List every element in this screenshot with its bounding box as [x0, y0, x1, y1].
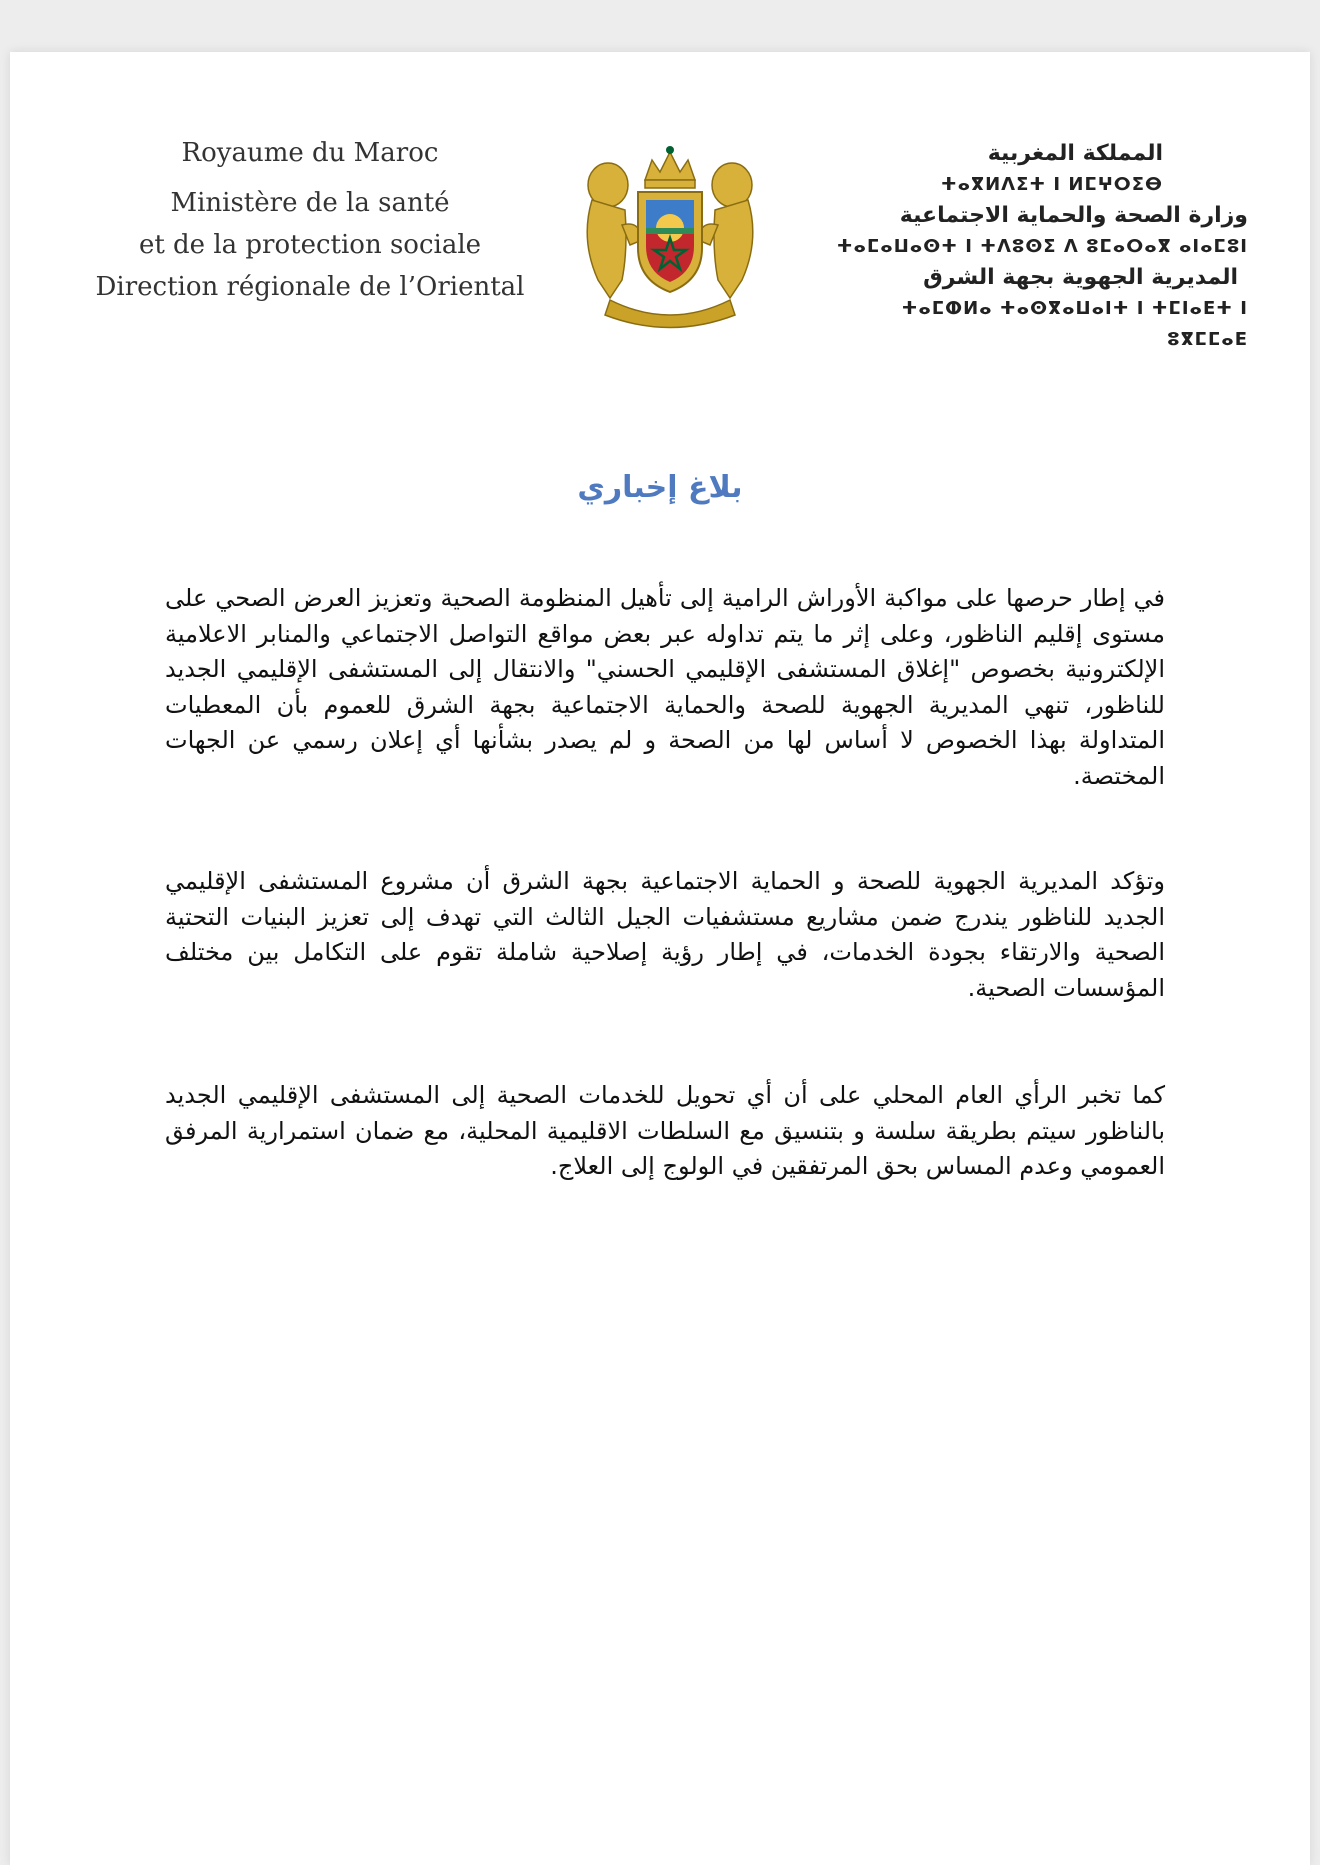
paragraph-1: في إطار حرصها على مواكبة الأوراش الرامية إلى تأهيل المنظومة الصحية وتعزيز العرض الصحي على مستوى إقليم الناظور، وعلى إثر ما يتم تداوله عبر بعض مواقع التواصل الاجتماعي والمنابر الاعلامية الإلكترونية بخصوص "إغلاق المستشفى الإقليمي الحسني" والانتقال إلى المستشفى الإقليمي الجديد للناظور، تنهي المديرية الجهوية للصحة والحماية الاجتماعية بجهة الشرق للعموم بأن المعطيات المتداولة بهذا الخصوص لا أساس لها من الصحة و لم يصدر بشأنها أي إعلان رسمي عن الجهات المختصة. [165, 584, 1165, 790]
arabic-letterhead [828, 138, 1248, 355]
fr-directorate: Direction régionale de l’Oriental [95, 272, 525, 302]
tifinagh-directorate: ⵜⴰⵎⵀⵍⴰ ⵜⴰⵙⴳⴰⵡⴰⵏⵜ ⵏ ⵜⵎⵏⴰⴹⵜ ⵏ ⵓⴳⵎⵎⴰⴹ [901, 298, 1248, 350]
document-title: بلاغ إخباري [577, 470, 743, 505]
french-letterhead [80, 132, 540, 308]
paragraph-2: وتؤكد المديرية الجهوية للصحة و الحماية الاجتماعية بجهة الشرق أن مشروع المستشفى الإقليمي الجديد للناظور يندرج ضمن مشاريع مستشفيات الجيل الثالث التي تهدف إلى تعزيز البنيات التحتية الصحية والارتقاء بجودة الخدمات، في إطار رؤية إصلاحية شاملة تقوم على التكامل بين مختلف المؤسسات الصحية. [165, 867, 1165, 1002]
ar-directorate: المديرية الجهوية بجهة الشرق [923, 265, 1238, 290]
tifinagh-kingdom: ⵜⴰⴳⵍⴷⵉⵜ ⵏ ⵍⵎⵖⵔⵉⴱ [940, 174, 1163, 195]
fr-ministry-line2: et de la protection sociale [138, 230, 482, 260]
tifinagh-ministry: ⵜⴰⵎⴰⵡⴰⵙⵜ ⵏ ⵜⴷⵓⵙⵉ ⴷ ⵓⵎⴰⵔⴰⴳ ⴰⵏⴰⵎⵓⵏ [836, 236, 1248, 257]
ar-ministry: وزارة الصحة والحماية الاجتماعية [899, 203, 1248, 228]
ar-kingdom: المملكة المغربية [987, 141, 1163, 166]
morocco-coat-of-arms-icon [570, 130, 770, 330]
fr-ministry-line1: Ministère de la santé [170, 188, 450, 218]
fr-kingdom: Royaume du Maroc [181, 138, 439, 168]
paragraph-3: كما تخبر الرأي العام المحلي على أن أي تحويل للخدمات الصحية إلى المستشفى الإقليمي الجديد بالناظور سيتم بطريقة سلسة و بتنسيق مع السلطات الاقليمية المحلية، مع ضمان استمرارية المرفق العمومي وعدم المساس بحق المرتفقين في الولوج إلى العلاج. [165, 1081, 1165, 1180]
document-page [10, 52, 1310, 1865]
